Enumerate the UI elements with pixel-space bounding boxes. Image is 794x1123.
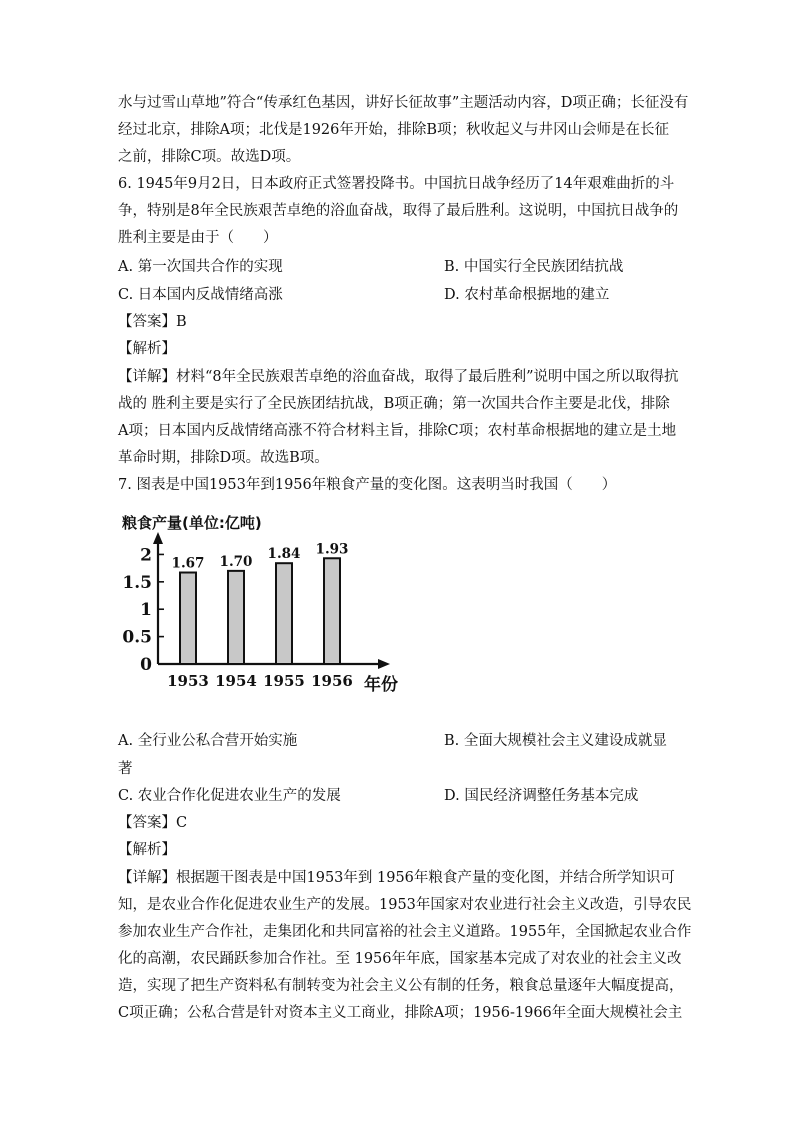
chart-x-axis-arrow — [378, 659, 390, 669]
q6-option-b: B. 中国实行全民族团结抗战 — [444, 259, 624, 275]
q6-detail-line-3: A项；日本国内反战情绪高涨不符合材料主旨，排除C项；农村革命根据地的建立是土地 — [118, 423, 677, 439]
q6-analysis-heading: 【解析】 — [118, 341, 176, 357]
chart-x-tick-label: 1956 — [311, 672, 353, 690]
chart-data-label: 1.93 — [315, 541, 349, 558]
chart-x-axis-label: 年份 — [364, 675, 398, 695]
chart-x-tick-label: 1953 — [167, 672, 209, 690]
q6-stem-line-1: 6. 1945年9月2日，日本政府正式签署投降书。中国抗日战争经历了14年艰难曲折的斗 — [118, 176, 675, 192]
q7-option-d: D. 国民经济调整任务基本完成 — [444, 788, 639, 804]
q7-option-b: B. 全面大规模社会主义建设成就显 — [444, 733, 667, 749]
q7-detail-line-3: 参加农业生产合作社，走集团化和共同富裕的社会主义道路。1955年，全国掀起农业合作 — [118, 924, 692, 940]
q7-option-c: C. 农业合作化促进农业生产的发展 — [118, 788, 341, 804]
q7-detail-line-6: C项正确；公私合营是针对资本主义工商业，排除A项；1956-1966年全面大规模社会主 — [118, 1005, 683, 1021]
q7-detail-line-2: 知，是农业合作化促进农业生产的发展。1953年国家对农业进行社会主义改造，引导农民 — [118, 897, 692, 913]
prev-analysis-line-2: 经过北京，排除A项；北伐是1926年开始，排除B项；秋收起义与井冈山会师是在长征 — [118, 122, 670, 138]
q7-stem: 7. 图表是中国1953年到1956年粮食产量的变化图。这表明当时我国（ ） — [118, 477, 617, 493]
chart-y-tick-label: 1 — [140, 600, 152, 621]
chart-title: 粮食产量(单位:亿吨) — [122, 514, 262, 532]
q6-option-c: C. 日本国内反战情绪高涨 — [118, 287, 283, 303]
q7-detail-line-1: 【详解】根据题干图表是中国1953年到 1956年粮食产量的变化图，并结合所学知识可 — [118, 870, 675, 886]
chart-data-label: 1.84 — [267, 546, 301, 563]
q6-answer: 【答案】B — [118, 314, 187, 330]
chart-bar — [180, 573, 196, 664]
q6-detail-line-1: 【详解】材料“8年全民族艰苦卓绝的浴血奋战，取得了最后胜利”说明中国之所以取得抗 — [118, 369, 679, 385]
q6-option-d: D. 农村革命根据地的建立 — [444, 287, 610, 303]
chart-y-axis-arrow — [153, 532, 163, 544]
prev-analysis-line-3: 之前，排除C项。故选D项。 — [118, 149, 301, 165]
q7-analysis-heading: 【解析】 — [118, 842, 176, 858]
q6-detail-line-2: 战的 胜利主要是实行了全民族团结抗战，B项正确；第一次国共合作主要是北伐，排除 — [118, 396, 670, 412]
chart-y-tick-label: 0.5 — [122, 627, 152, 648]
q6-detail-line-4: 革命时期，排除D项。故选B项。 — [118, 450, 329, 466]
q6-option-a: A. 第一次国共合作的实现 — [118, 259, 283, 275]
q7-detail-line-4: 化的高潮，农民踊跃参加合作社。至 1956年年底，国家基本完成了对农业的社会主义改 — [118, 951, 682, 967]
chart-data-label: 1.67 — [171, 555, 205, 572]
chart-data-label: 1.70 — [219, 553, 253, 570]
chart-bar — [228, 571, 244, 664]
chart-y-tick-label: 2 — [140, 545, 152, 566]
chart-x-tick-label: 1955 — [263, 672, 305, 690]
chart-bar — [324, 558, 340, 664]
chart-y-tick-label: 1.5 — [122, 572, 152, 593]
grain-output-chart — [118, 508, 418, 704]
chart-y-tick-label: 0 — [140, 655, 152, 675]
prev-analysis-line-1: 水与过雪山草地”符合“传承红色基因，讲好长征故事”主题活动内容，D项正确；长征没有 — [118, 95, 689, 111]
q7-answer: 【答案】C — [118, 815, 188, 831]
q6-stem-line-2: 争，特别是8年全民族艰苦卓绝的浴血奋战，取得了最后胜利。这说明，中国抗日战争的 — [118, 203, 679, 219]
q7-option-a: A. 全行业公私合营开始实施 — [118, 733, 298, 749]
grain-output-chart-svg — [118, 508, 418, 704]
q7-detail-line-5: 造，实现了把生产资料私有制转变为社会主义公有制的任务，粮食总量逐年大幅度提高， — [118, 978, 684, 994]
q7-option-b-continued: 著 — [118, 761, 133, 777]
chart-bar — [276, 563, 292, 664]
chart-x-tick-label: 1954 — [215, 672, 257, 690]
q6-stem-line-3: 胜利主要是由于（ ） — [118, 230, 278, 246]
